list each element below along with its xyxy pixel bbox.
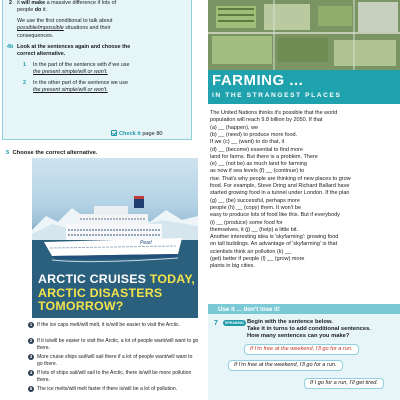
item-number: 5 [29, 386, 33, 391]
grammar-item-2-line2: people do it. [17, 7, 47, 14]
item-text[interactable]: If it is/will be easier to visit the Arctic, a lot of people want/will want to go there. [37, 338, 199, 351]
item-number: 2 [29, 338, 33, 343]
item-text[interactable]: The ice melts/will melt faster if there is/will be a lot of pollution. [37, 386, 178, 392]
grammar-note-line3: consequences. [17, 32, 54, 39]
checkbox-icon [111, 130, 117, 136]
article-line[interactable]: (d) __ (become) essential to find more [210, 146, 303, 153]
rooftop-scene [208, 0, 400, 70]
exercise-number: 7 [214, 320, 218, 327]
item-text[interactable]: If the ice caps melt/will melt, it is/will be easier to visit the Arctic. [37, 322, 180, 328]
farming-subtitle: IN THE STRANGEST PLACES [212, 92, 342, 99]
use-it-box [208, 304, 400, 400]
sub-2-line1: In the other part of the sentence we use [33, 80, 128, 86]
item-number: 1 [29, 322, 33, 327]
sub-1-line1: In the part of the sentence with if we use [33, 62, 130, 68]
article-line: population will reach 9.8 billion by 2050. If that [210, 117, 323, 124]
article-line: plants in big cities. [210, 263, 255, 270]
article-line: rise. That's why people are thinking of new places to grow [210, 175, 351, 182]
article-line: food. For example, Steve Dring and Richard Ballard have [210, 183, 350, 189]
question-4b-line1: Look at the sentences again and choose the [17, 44, 131, 50]
grammar-note-line1: We use the first conditional to talk about [17, 18, 113, 24]
use-it-title: Use it ... don't lose it! [218, 306, 280, 313]
article-line: The United Nations thinks it's possible that the world [210, 110, 338, 116]
speech-bubble: If I go for a run, I'll get tired. [304, 378, 384, 389]
exercise-5-heading: 5 Choose the correct alternative. [6, 150, 98, 156]
rooftop-farm-photo [208, 0, 400, 70]
check-it-link[interactable]: Check it page 80 [111, 130, 163, 137]
item-text[interactable]: If lots of ships sail/will sail to the Arctic, there is/will be more pollution there. [37, 370, 192, 383]
article-line[interactable]: (g) __ (be) successful, perhaps more [210, 197, 300, 204]
question-4b-line2: correct alternative. [17, 51, 66, 58]
item-number: 4 [29, 370, 33, 375]
article-line[interactable]: (a) __ (happen), we [210, 124, 258, 131]
item-number: 3 [29, 354, 33, 359]
grammar-note-line2: possible/impossible situations and their [17, 25, 111, 32]
article-line[interactable]: (get) better if people (l) __ (grow) more [210, 256, 305, 262]
ship-name: Pearl [140, 240, 152, 246]
article-line[interactable]: (i) __ (produce) some food for [210, 219, 283, 226]
speech-bubble: If I'm free at the weekend, I'll go for a run. [228, 360, 343, 371]
farming-title: FARMING ... [212, 72, 304, 89]
right-column [208, 0, 400, 400]
item-text[interactable]: More cruise ships sail/will sail there if a lot of people want/will want to go there. [37, 354, 193, 367]
article-line[interactable]: (b) __ (need) to produce more food. [210, 131, 298, 138]
article-line: Another interesting idea is 'skyfarming': growing food [210, 234, 339, 241]
item-number: 2 [9, 0, 12, 6]
grammar-item-2-line1: it will make a massive difference if lots of [17, 0, 117, 6]
sub-2-line2[interactable]: the present simple/will or won't. [33, 87, 108, 94]
sub-number: 2 [23, 80, 26, 86]
sub-1-line2[interactable]: the present simple/will or won't. [33, 69, 108, 76]
article-line: easy to produce lots of food like this. But if everybody [210, 212, 340, 219]
speaking-badge: SPEAKING [225, 321, 244, 325]
question-number: 4b [7, 44, 14, 50]
article-line: started growing food in a tunnel under London. If the plan [210, 190, 350, 197]
sub-number: 1 [23, 62, 26, 68]
exercise-7-instructions: Begin with the sentence below. Take it in turns to add conditional sentences. How many sentences can you make? [247, 319, 371, 340]
article-line[interactable]: (e) __ (not be) as much land for farming [210, 161, 307, 168]
article-line[interactable]: as now if sea levels (f) __ (continue) to [210, 168, 305, 175]
grammar-box [2, 0, 192, 140]
article-line[interactable]: If we (c) __ (want) to do that, it [210, 139, 285, 146]
article-line[interactable]: people (h) __ (copy) them. It won't be [210, 204, 301, 211]
speech-bubble: If I'm free at the weekend, I'll go for a run. [244, 344, 359, 355]
arctic-headline: ARCTIC CRUISES TODAY, ARCTIC DISASTERS TOMORROW? [38, 272, 196, 314]
article-line[interactable]: themselves, it (j) __ (help) a little bit. [210, 226, 299, 233]
article-line[interactable]: scientists think air pollution (k) __ [210, 248, 292, 255]
article-line: on tall buildings. An advantage of 'skyfarming' is that [210, 241, 338, 248]
article-line: land for farms. But there is a problem. There [210, 153, 318, 160]
